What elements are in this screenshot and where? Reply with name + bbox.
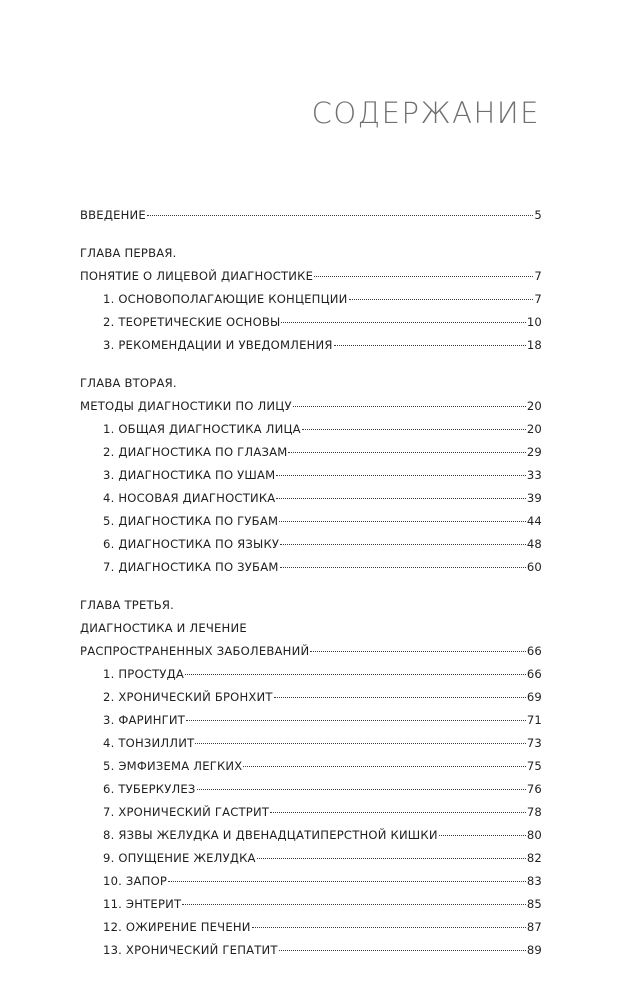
toc-page-number: 82 xyxy=(526,851,542,865)
toc-entry[interactable] xyxy=(80,514,542,537)
dot-leader xyxy=(186,720,526,721)
dot-leader xyxy=(293,406,526,407)
toc-page-number: 83 xyxy=(526,874,542,888)
dot-leader xyxy=(252,927,526,928)
dot-leader xyxy=(281,322,525,323)
toc-entry[interactable] xyxy=(80,491,542,514)
dot-leader xyxy=(314,276,533,277)
toc-entry-label: 9. ОПУЩЕНИЕ ЖЕЛУДКА xyxy=(103,851,256,865)
toc-page-number: 76 xyxy=(526,782,542,796)
toc-page-number: 87 xyxy=(526,920,542,934)
page-title: СОДЕРЖАНИЕ xyxy=(311,96,540,130)
toc-entry-label: 2. ДИАГНОСТИКА ПО ГЛАЗАМ xyxy=(103,445,288,459)
toc-entry-label: 12. ОЖИРЕНИЕ ПЕЧЕНИ xyxy=(103,920,251,934)
dot-leader xyxy=(243,766,525,767)
chapter-heading: ГЛАВА ТРЕТЬЯ. xyxy=(80,598,175,612)
toc-entry-label: 6. ДИАГНОСТИКА ПО ЯЗЫКУ xyxy=(103,537,280,551)
toc-page-number: 18 xyxy=(526,338,542,352)
toc-page-number: 48 xyxy=(526,537,542,551)
toc-entry-label: 11. ЭНТЕРИТ xyxy=(103,897,182,911)
toc-page-number: 60 xyxy=(526,560,542,574)
dot-leader xyxy=(185,674,526,675)
dot-leader xyxy=(334,345,526,346)
toc-page-number: 29 xyxy=(526,445,542,459)
toc-entry[interactable] xyxy=(80,759,542,782)
toc-entry-label: 10. ЗАПОР xyxy=(103,874,168,888)
toc-entry[interactable] xyxy=(80,782,542,805)
toc-entry[interactable] xyxy=(80,445,542,468)
toc-page-number: 44 xyxy=(526,514,542,528)
dot-leader xyxy=(310,651,526,652)
toc-entry-label: 13. ХРОНИЧЕСКИЙ ГЕПАТИТ xyxy=(103,943,278,957)
toc-page-number: 89 xyxy=(526,943,542,957)
toc-entry[interactable] xyxy=(80,292,542,315)
toc-entry-label: 2. ТЕОРЕТИЧЕСКИЕ ОСНОВЫ xyxy=(103,315,281,329)
dot-leader xyxy=(276,475,525,476)
toc-entry-label: РАСПРОСТРАНЕННЫХ ЗАБОЛЕВАНИЙ xyxy=(80,644,310,658)
dot-leader xyxy=(270,812,526,813)
toc-entry-label: 5. ЭМФИЗЕМА ЛЕГКИХ xyxy=(103,759,243,773)
dot-leader xyxy=(280,544,526,545)
toc-entry-label: 1. ПРОСТУДА xyxy=(103,667,185,681)
toc-entry-label: ПОНЯТИЕ О ЛИЦЕВОЙ ДИАГНОСТИКЕ xyxy=(80,269,314,283)
toc-entry-label: 2. ХРОНИЧЕСКИЙ БРОНХИТ xyxy=(103,690,273,704)
toc-page-number: 80 xyxy=(526,828,542,842)
dot-leader xyxy=(257,858,526,859)
toc-page-number: 39 xyxy=(526,491,542,505)
toc-entry-label: 4. ТОНЗИЛЛИТ xyxy=(103,736,195,750)
dot-leader xyxy=(279,521,526,522)
toc-entry[interactable] xyxy=(80,713,542,736)
toc-entry[interactable] xyxy=(80,560,542,583)
dot-leader xyxy=(288,452,525,453)
toc-entry-label: 7. ДИАГНОСТИКА ПО ЗУБАМ xyxy=(103,560,279,574)
toc-page-number: 33 xyxy=(526,468,542,482)
toc-page-number: 7 xyxy=(534,292,542,306)
dot-leader xyxy=(168,881,526,882)
toc-entry-chapter2[interactable] xyxy=(80,399,542,422)
dot-leader xyxy=(439,835,526,836)
dot-leader xyxy=(274,697,526,698)
toc-entry[interactable] xyxy=(80,315,542,338)
toc-entry[interactable] xyxy=(80,468,542,491)
toc-page-number: 20 xyxy=(526,422,542,436)
toc-page-number: 66 xyxy=(526,667,542,681)
dot-leader xyxy=(195,743,525,744)
toc-entry-label: 3. ФАРИНГИТ xyxy=(103,713,186,727)
toc-page-number: 75 xyxy=(526,759,542,773)
toc-entry-chapter3[interactable] xyxy=(80,644,542,667)
toc-entry[interactable] xyxy=(80,667,542,690)
toc-entry[interactable] xyxy=(80,920,542,943)
table-of-contents xyxy=(80,208,542,966)
toc-page-number: 78 xyxy=(526,805,542,819)
toc-entry-label: 1. ОСНОВОПОЛАГАЮЩИЕ КОНЦЕПЦИИ xyxy=(103,292,348,306)
toc-entry[interactable] xyxy=(80,943,542,966)
toc-entry-label: 7. ХРОНИЧЕСКИЙ ГАСТРИТ xyxy=(103,805,270,819)
toc-page-number: 5 xyxy=(534,208,542,222)
toc-entry-label: 8. ЯЗВЫ ЖЕЛУДКА И ДВЕНАДЦАТИПЕРСТНОЙ КИШКИ xyxy=(103,828,438,842)
toc-entry[interactable] xyxy=(80,828,542,851)
dot-leader xyxy=(279,950,526,951)
toc-entry[interactable] xyxy=(80,690,542,713)
toc-entry[interactable] xyxy=(80,736,542,759)
toc-entry[interactable] xyxy=(80,874,542,897)
toc-page-number: 20 xyxy=(526,399,542,413)
toc-page-number: 66 xyxy=(526,644,542,658)
toc-entry-label: 5. ДИАГНОСТИКА ПО ГУБАМ xyxy=(103,514,279,528)
toc-page-number: 10 xyxy=(526,315,542,329)
chapter-title-line: ДИАГНОСТИКА И ЛЕЧЕНИЕ xyxy=(80,621,247,635)
toc-entry-label: 3. РЕКОМЕНДАЦИИ И УВЕДОМЛЕНИЯ xyxy=(103,338,333,352)
toc-page-number: 69 xyxy=(526,690,542,704)
chapter-heading: ГЛАВА ПЕРВАЯ. xyxy=(80,246,177,260)
toc-page-number: 71 xyxy=(526,713,542,727)
toc-entry-intro[interactable] xyxy=(80,208,542,231)
toc-entry-label: МЕТОДЫ ДИАГНОСТИКИ ПО ЛИЦУ xyxy=(80,399,292,413)
toc-entry-chapter1[interactable] xyxy=(80,269,542,292)
dot-leader xyxy=(349,299,534,300)
toc-entry-label: 3. ДИАГНОСТИКА ПО УШАМ xyxy=(103,468,276,482)
toc-entry[interactable] xyxy=(80,338,542,361)
chapter-heading: ГЛАВА ВТОРАЯ. xyxy=(80,376,177,390)
toc-entry[interactable] xyxy=(80,851,542,874)
toc-entry-label: 6. ТУБЕРКУЛЕЗ xyxy=(103,782,196,796)
dot-leader xyxy=(182,904,526,905)
toc-entry[interactable] xyxy=(80,537,542,560)
toc-page-number: 73 xyxy=(526,736,542,750)
dot-leader xyxy=(197,789,526,790)
toc-entry-label: 1. ОБЩАЯ ДИАГНОСТИКА ЛИЦА xyxy=(103,422,301,436)
toc-entry[interactable] xyxy=(80,422,542,445)
dot-leader xyxy=(280,567,526,568)
dot-leader xyxy=(147,215,533,216)
toc-entry[interactable] xyxy=(80,805,542,828)
dot-leader xyxy=(276,498,525,499)
toc-page-number: 7 xyxy=(534,269,542,283)
toc-entry-label: ВВЕДЕНИЕ xyxy=(80,208,146,222)
toc-page-number: 85 xyxy=(526,897,542,911)
dot-leader xyxy=(302,429,526,430)
toc-entry-label: 4. НОСОВАЯ ДИАГНОСТИКА xyxy=(103,491,276,505)
toc-entry[interactable] xyxy=(80,897,542,920)
